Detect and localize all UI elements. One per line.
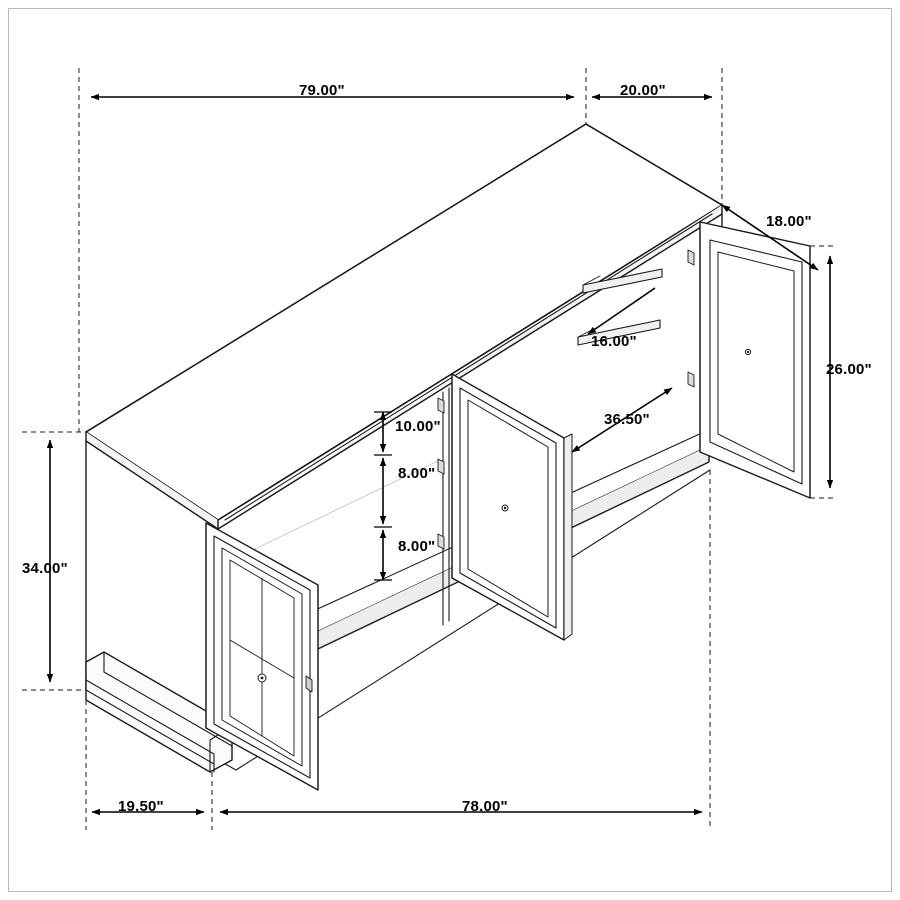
- dimension-label-base-offset: 19.50": [118, 798, 164, 815]
- dimension-label-right-door-depth: 18.00": [766, 213, 812, 230]
- dimension-label-total-height: 34.00": [22, 560, 68, 577]
- dimension-label-top-depth: 20.00": [620, 82, 666, 99]
- dimension-label-shelf-depth: 16.00": [591, 333, 637, 350]
- dimension-label-interior-width: 36.50": [604, 411, 650, 428]
- dimension-label-opening-8-lower: 8.00": [398, 538, 436, 555]
- dimension-label-opening-8-upper: 8.00": [398, 465, 436, 482]
- dimension-label-opening-10: 10.00": [395, 418, 441, 435]
- dimension-label-base-width: 78.00": [462, 798, 508, 815]
- dimension-label-top-width: 79.00": [299, 82, 345, 99]
- dimension-label-right-door-height: 26.00": [826, 361, 872, 378]
